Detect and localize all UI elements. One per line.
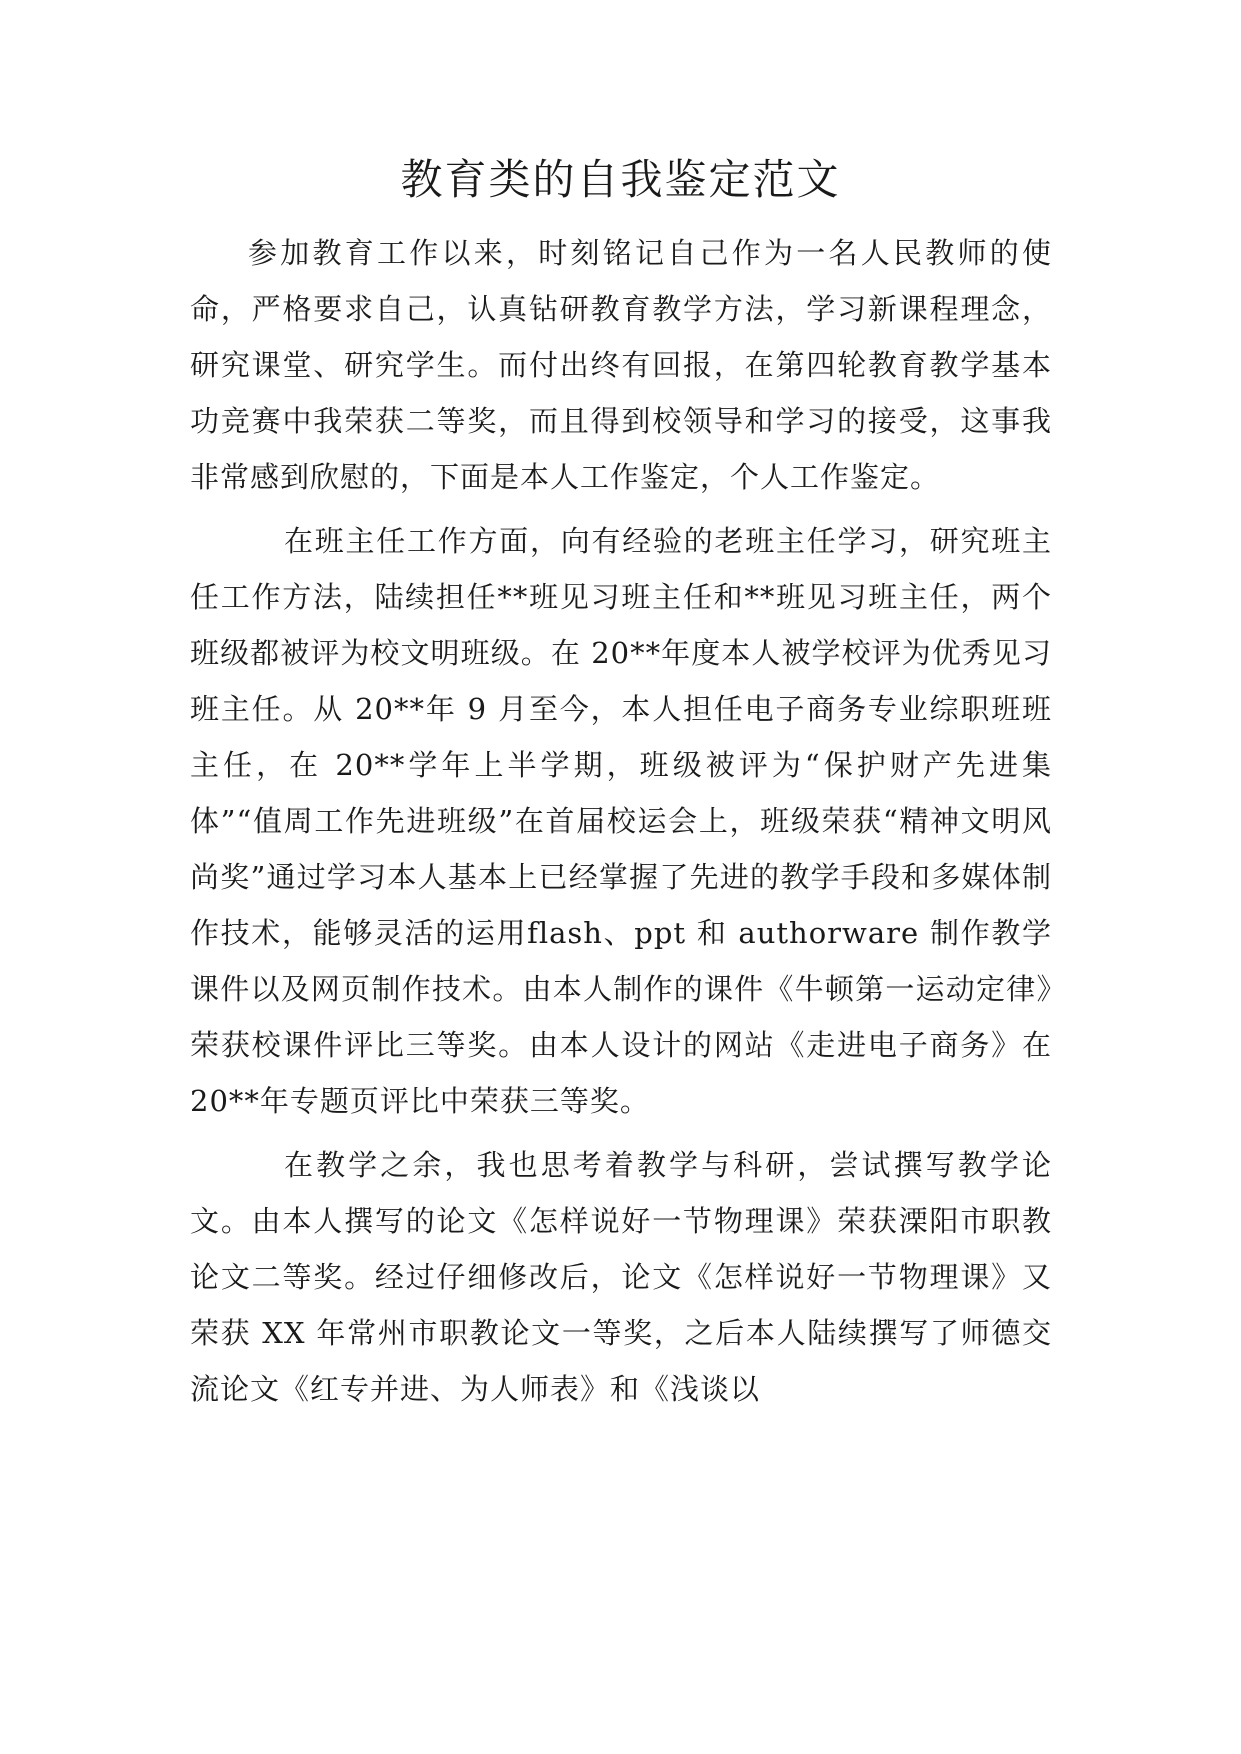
paragraph-intro: 参加教育工作以来，时刻铭记自己作为一名人民教师的使命，严格要求自己，认真钻研教育教学方法，学习新课程理念，研究课堂、研究学生。而付出终有回报，在第四轮教育教学基本功竞赛中我荣获二等奖，而且得到校领导和学习的接受，这事我非常感到欣慰的，下面是本人工作鉴定，个人工作鉴定。: [190, 236, 1052, 494]
paragraph-class-teacher: 在班主任工作方面，向有经验的老班主任学习，研究班主任工作方法，陆续担任**班见习班主任和**班见习班主任，两个班级都被评为校文明班级。在 20**年度本人被学校评为优秀见习班主任。从 20**年 9 月至今，本人担任电子商务专业综职班班主任，在 20**学年上半学期，班级被评为“保护财产先进集体”“值周工作先进班级”在首届校运会上，班级荣获“精神文明风尚奖”通过学习本人基本上已经掌握了先进的教学手段和多媒体制作技术，能够灵活的运用flash、ppt 和 authorware 制作教学课件以及网页制作技术。由本人制作的课件《牛顿第一运动定律》荣获校课件评比三等奖。由本人设计的网站《走进电子商务》在 20**年专题页评比中荣获三等奖。: [190, 524, 1052, 1118]
paragraph-research: 在教学之余，我也思考着教学与科研，尝试撰写教学论文。由本人撰写的论文《怎样说好一节物理课》荣获溧阳市职教论文二等奖。经过仔细修改后，论文《怎样说好一节物理课》又荣获 XX 年常州市职教论文一等奖，之后本人陆续撰写了师德交流论文《红专并进、为人师表》和《浅谈以: [190, 1148, 1052, 1406]
document-body: [190, 225, 1052, 1417]
document-title: 教育类的自我鉴定范文: [400, 155, 841, 204]
